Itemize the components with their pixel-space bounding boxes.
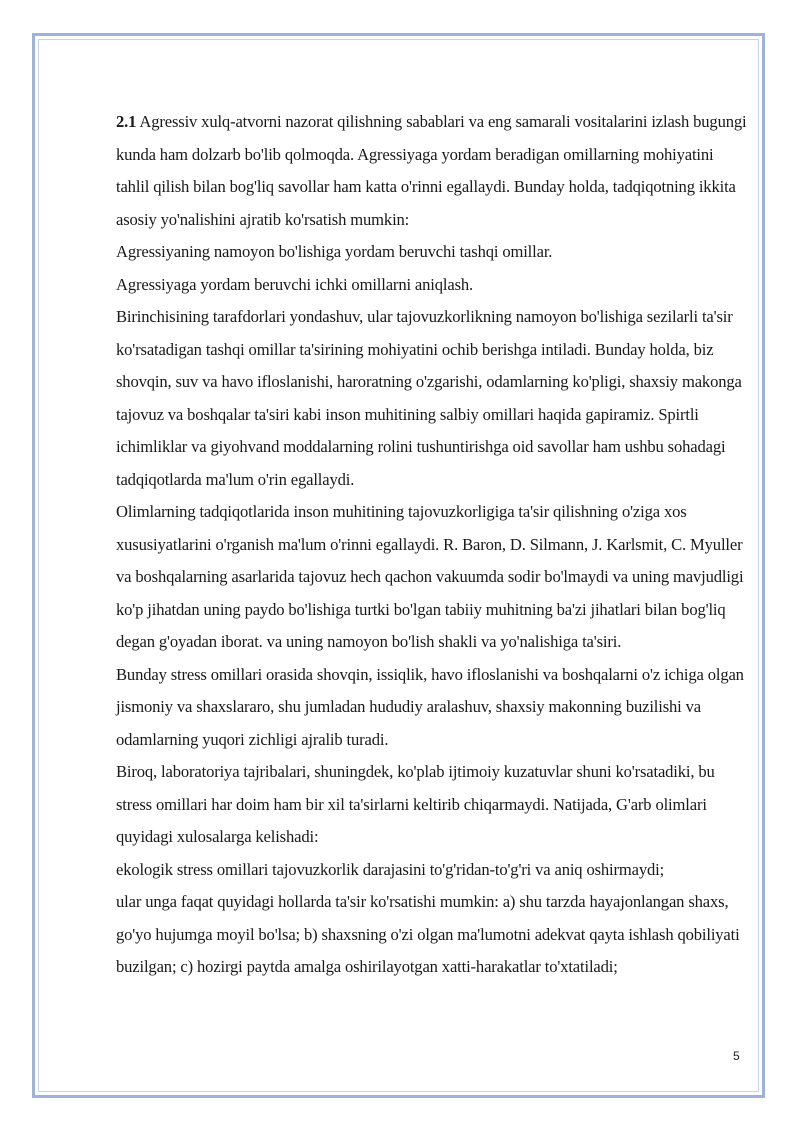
paragraph-6: Bunday stress omillari orasida shovqin, issiqlik, havo ifloslanishi va boshqalarni o'z ichiga olgan jismoniy va shaxslararo, shu jumladan hududiy aralashuv, shaxsiy makonning buzilishi va odamlarning yuqori zichligi ajralib turadi. xyxy=(116,664,744,749)
paragraph-5: Olimlarning tadqiqotlarida inson muhitining tajovuzkorligiga ta'sir qilishning o'ziga xos xususiyatlarini o'rganish ma'lum o'rinni egallaydi. R. Baron, D. Silmann, J. Karlsmit, C. Myuller va boshqalarning asarlarida tajovuz hech qachon vakuumda sodir bo'lmaydi va uning mavjudligi ko'p jihatdan uning paydo bo'lishiga turtki bo'lgan tabiiy muhitning ba'zi jihatlari bilan bog'liq degan g'oyadan iborat. va uning namoyon bo'lish shakli va yo'nalishiga ta'siri. xyxy=(116,502,744,651)
paragraph-1 xyxy=(116,106,748,236)
paragraph-9: ular unga faqat quyidagi hollarda ta'sir ko'rsatishi mumkin: a) shu tarzda hayajonlangan shaxs, go'yo hujumga moyil bo'lsa; b) shaxsning o'zi olgan ma'lumotni adekvat qayta ishlash qobiliyati buzilgan; c) hozirgi paytda amalga oshirilayotgan xatti-harakatlar to'xtatiladi; xyxy=(116,892,740,976)
paragraph-3: Agressiyaga yordam beruvchi ichki omillarni aniqlash. xyxy=(116,274,474,294)
paragraph-7: Biroq, laboratoriya tajribalari, shuningdek, ko'plab ijtimoiy kuzatuvlar shuni ko'rsatadiki, bu stress omillari har doim ham bir xil ta'sirlarni keltirib chiqarmaydi. Natijada, G'arb olimlari quyidagi xulosalarga kelishadi: xyxy=(116,762,715,846)
section-number: 2.1 xyxy=(116,112,137,131)
paragraph-2: Agressiyaning namoyon bo'lishiga yordam beruvchi tashqi omillar. xyxy=(116,242,553,261)
paragraph-1-text: Agressiv xulq-atvorni nazorat qilishning sabablari va eng samarali vositalarini izlash bugungi kunda ham dolzarb bo'lib qolmoqda. Agressiyaga yordam beradigan omillarning mohiyatini tahlil qilish bilan bog'liq savollar ham katta o'rinni egallaydi. Bunday holda, tadqiqotning ikkita asosiy yo'nalishini ajratib ko'rsatish mumkin: xyxy=(116,112,747,229)
document-body xyxy=(116,106,748,984)
page-number: 5 xyxy=(733,1049,740,1063)
paragraph-8: ekologik stress omillari tajovuzkorlik darajasini to'g'ridan-to'g'ri va aniq oshirmaydi; xyxy=(116,859,665,879)
paragraph-4: Birinchisining tarafdorlari yondashuv, ular tajovuzkorlikning namoyon bo'lishiga sezilarli ta'sir ko'rsatadigan tashqi omillar ta'sirining mohiyatini ochib berishga intiladi. Bunday holda, biz shovqin, suv va havo ifloslanishi, haroratning o'zgarishi, odamlarning ko'pligi, shaxsiy makonga tajovuz va boshqalar ta'siri kabi inson muhitining salbiy omillari haqida gapiramiz. Spirtli ichimliklar va giyohvand moddalarning rolini tushuntirishga oid savollar ham ushbu sohadagi tadqiqotlarda ma'lum o'rin egallaydi. xyxy=(116,307,742,489)
